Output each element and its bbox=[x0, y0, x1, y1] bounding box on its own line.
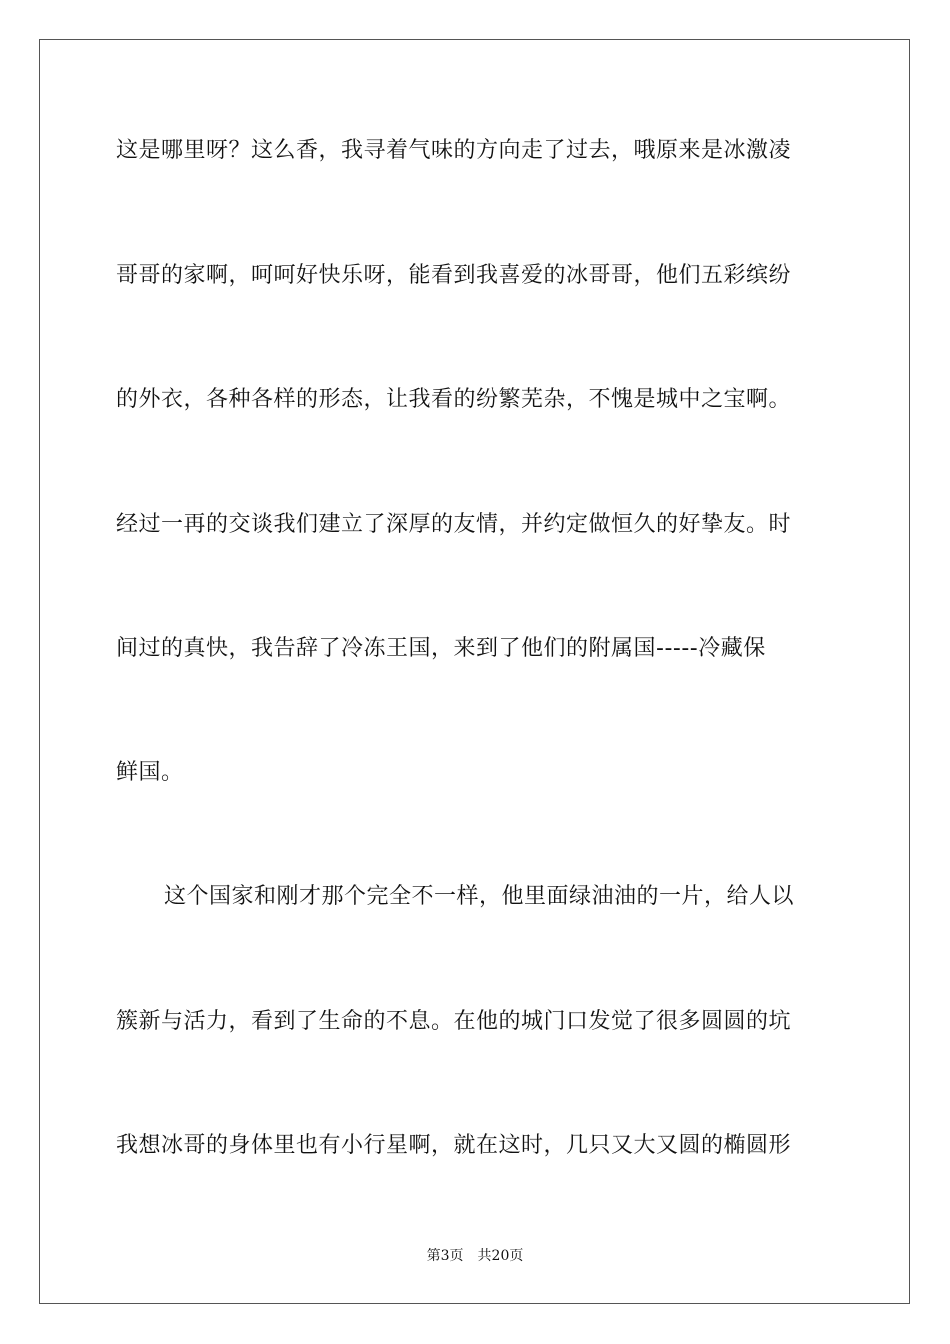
page-footer bbox=[0, 1247, 950, 1265]
page-total: 共20页 bbox=[477, 1248, 524, 1264]
page-border bbox=[39, 39, 910, 1304]
text-line: 我想冰哥的身体里也有小行星啊，就在这时，几只又大又圆的椭圆形 bbox=[116, 1133, 792, 1158]
text-line: 哥哥的家啊，呵呵好快乐呀，能看到我喜爱的冰哥哥，他们五彩缤纷 bbox=[116, 263, 792, 288]
text-line: 这是哪里呀？这么香，我寻着气味的方向走了过去，哦原来是冰激凌 bbox=[116, 138, 792, 163]
text-line: 鲜国。 bbox=[116, 760, 184, 785]
page-number: 第3页 bbox=[426, 1248, 464, 1264]
text-line: 间过的真快，我告辞了冷冻王国，来到了他们的附属国-----冷藏保 bbox=[116, 636, 766, 661]
text-line-paragraph-start: 这个国家和刚才那个完全不一样，他里面绿油油的一片，给人以 bbox=[164, 884, 795, 909]
text-line: 的外衣，各种各样的形态，让我看的纷繁芜杂，不愧是城中之宝啊。 bbox=[116, 387, 792, 412]
text-line: 经过一再的交谈我们建立了深厚的友情，并约定做恒久的好挚友。时 bbox=[116, 512, 792, 537]
text-line: 簇新与活力，看到了生命的不息。在他的城门口发觉了很多圆圆的坑 bbox=[116, 1009, 792, 1034]
